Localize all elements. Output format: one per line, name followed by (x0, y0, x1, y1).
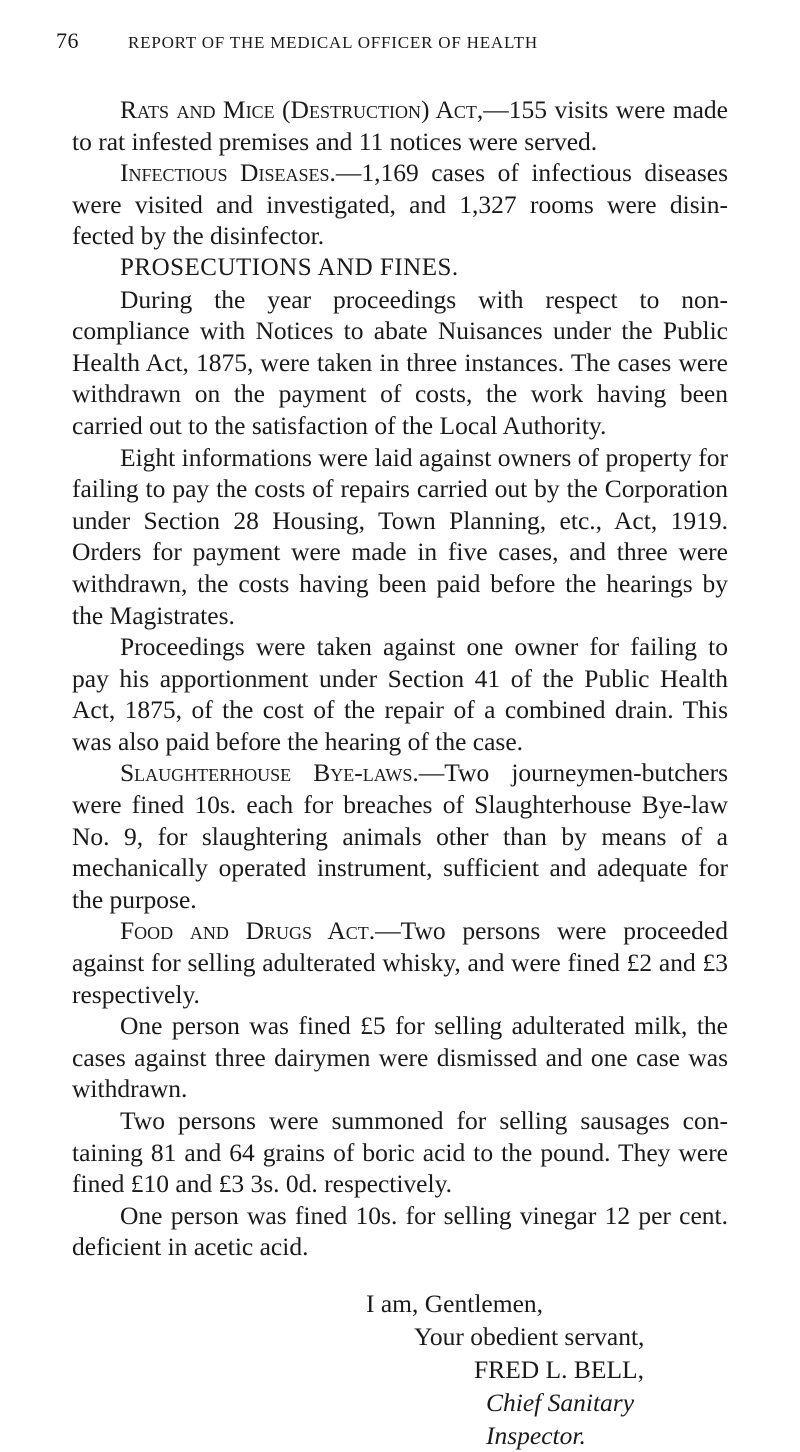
paragraph-vinegar (72, 1200, 728, 1263)
paragraph-combined-drain (72, 631, 728, 757)
paragraph-text: —Two journeymen-butchers were fined 10s. each for breaches of Slaughterhouse Bye-law No. 9, for slaughtering animals other than by means of a mechanically operated instrument, sufficient and adequate for the purpose. (72, 758, 728, 914)
paragraph-slaughterhouse (72, 757, 728, 915)
signatory-title: Chief Sanitary Inspector. (486, 1387, 635, 1450)
paragraph-rats-and-mice (72, 94, 728, 157)
signatory-name: FRED L. BELL, (474, 1354, 644, 1384)
paragraph-milk (72, 1010, 728, 1105)
paragraph-text: One person was fined £5 for selling adulterated milk, the cases against three dairymen were dismissed and one case was withdrawn. (72, 1011, 728, 1104)
salutation: I am, Gentlemen, (366, 1288, 544, 1318)
paragraph-lead: Rats and Mice (Destruction) Act, (120, 95, 484, 124)
paragraph-sausages (72, 1105, 728, 1200)
paragraph-text: —Two persons were proceeded against for selling adulterated whisky, and were fined £2 and £3 respectively. (72, 916, 728, 1009)
running-head: REPORT OF THE MEDICAL OFFICER OF HEALTH (128, 33, 538, 52)
valediction: Your obedient servant, (414, 1321, 645, 1351)
paragraph-nuisance-notices (72, 284, 728, 442)
paragraph-text: Two persons were summoned for selling sausages con-taining 81 and 64 grains of boric acid to the pound. They were fined £10 and £3 3s. 0d. respectively. (72, 1106, 728, 1199)
page-body (72, 94, 728, 1452)
paragraph-text: Proceedings were taken against one owner for failing to pay his apportionment under Section 41 of the Public Health Act, 1875, of the cost of the repair of a combined drain. This was also paid before the hearing of the case. (72, 632, 728, 756)
paragraph-text: —155 visits were made to rat infested premises and 11 notices were served. (72, 95, 728, 156)
page-number: 76 (56, 28, 79, 53)
paragraph-text: During the year proceedings with respect to non-compliance with Notices to abate Nuisances under the Public Health Act, 1875, were taken in three instances. The cases were withdrawn on the payment of costs, the work having been carried out to the satisfaction of the Local Authority. (72, 284, 728, 440)
paragraph-text: —1,169 cases of infectious diseases were visited and investigated, and 1,327 rooms were disin-fected by the disinfector. (72, 158, 728, 251)
paragraph-text: One person was fined 10s. for selling vinegar 12 per cent. deficient in acetic acid. (72, 1200, 728, 1262)
paragraph-lead: Infectious Diseases. (120, 158, 336, 188)
paragraph-food-and-drugs (72, 915, 728, 1010)
paragraph-infectious-diseases (72, 157, 728, 252)
paragraph-repair-costs (72, 442, 728, 632)
paragraph-lead: Food and Drugs Act. (120, 916, 376, 946)
paragraph-text: Eight informations were laid against owners of property for failing to pay the costs of repairs carried out by the Corporation under Section 28 Housing, Town Planning, etc., Act, 1919. Orders for payment were made in five cases, and three were withdrawn, the costs having been paid before the hearings by the Magistrates. (72, 442, 728, 630)
signature-block (72, 1287, 728, 1452)
section-heading: PROSECUTIONS AND FINES. (120, 253, 459, 281)
paragraph-lead: Slaughterhouse Bye-laws. (120, 758, 419, 788)
